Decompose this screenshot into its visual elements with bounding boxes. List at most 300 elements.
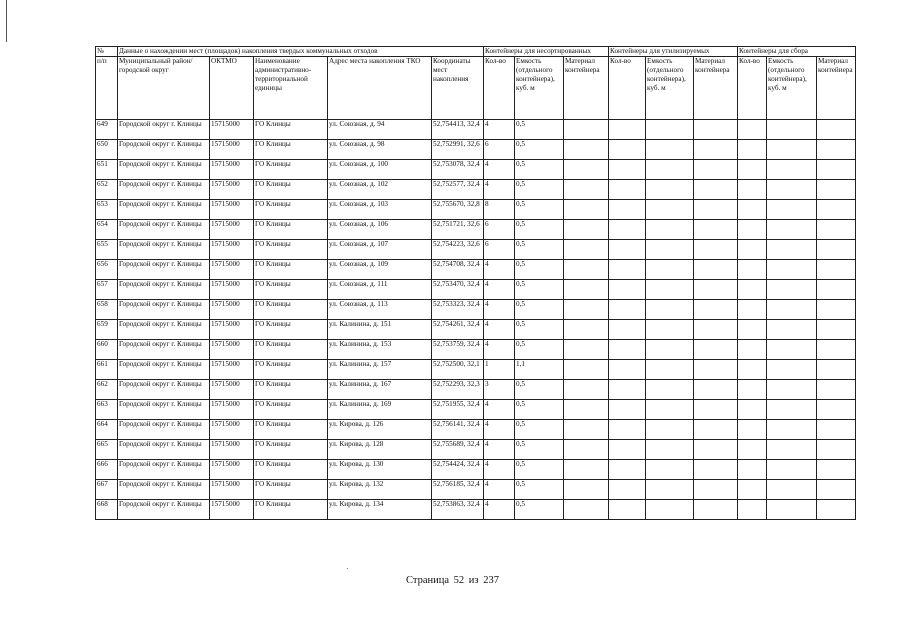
cell-recycle-count (609, 160, 646, 180)
cell-recycle-capacity (646, 340, 694, 360)
cell-address: ул. Союзная, д. 109 (328, 260, 432, 280)
cell-collect-material (817, 180, 856, 200)
cell-collect-capacity (767, 320, 817, 340)
cell-num: 666 (96, 460, 118, 480)
cell-recycle-capacity (646, 300, 694, 320)
cell-collect-capacity (767, 440, 817, 460)
cell-num: 649 (96, 120, 118, 140)
cell-collect-capacity (767, 260, 817, 280)
cell-address: ул. Союзная, д. 94 (328, 120, 432, 140)
cell-recycle-count (609, 240, 646, 260)
cell-unsorted-material (564, 480, 609, 500)
page-number: 52 (453, 575, 465, 586)
cell-municipal: Городской округ г. Клинцы (118, 280, 210, 300)
cell-recycle-material (694, 300, 738, 320)
cell-collect-capacity (767, 360, 817, 380)
cell-recycle-material (694, 120, 738, 140)
cell-unsorted-material (564, 260, 609, 280)
cell-unsorted-count: 4 (484, 180, 515, 200)
cell-address: ул. Союзная, д. 106 (328, 220, 432, 240)
cell-num: 659 (96, 320, 118, 340)
cell-unit: ГО Клинцы (254, 300, 328, 320)
cell-num: 653 (96, 200, 118, 220)
cell-collect-material (817, 160, 856, 180)
cell-recycle-count (609, 200, 646, 220)
cell-recycle-capacity (646, 500, 694, 520)
cell-num: 665 (96, 440, 118, 460)
cell-unit: ГО Клинцы (254, 400, 328, 420)
cell-oktmo: 15715000 (210, 440, 254, 460)
cell-oktmo: 15715000 (210, 240, 254, 260)
cell-recycle-material (694, 200, 738, 220)
cell-recycle-count (609, 440, 646, 460)
cell-unsorted-capacity: 0,5 (515, 400, 564, 420)
cell-unit: ГО Клинцы (254, 380, 328, 400)
page-word: Страница (406, 575, 450, 586)
cell-oktmo: 15715000 (210, 360, 254, 380)
cell-municipal: Городской округ г. Клинцы (118, 300, 210, 320)
cell-address: ул. Калинина, д. 167 (328, 380, 432, 400)
cell-address: ул. Союзная, д. 103 (328, 200, 432, 220)
cell-collect-count (738, 120, 767, 140)
cell-municipal: Городской округ г. Клинцы (118, 400, 210, 420)
cell-unsorted-count: 6 (484, 240, 515, 260)
cell-unsorted-capacity: 0,5 (515, 460, 564, 480)
cell-unsorted-count: 6 (484, 220, 515, 240)
cell-recycle-count (609, 340, 646, 360)
cell-municipal: Городской округ г. Клинцы (118, 320, 210, 340)
cell-unit: ГО Клинцы (254, 220, 328, 240)
cell-collect-material (817, 320, 856, 340)
cell-recycle-count (609, 420, 646, 440)
cell-collect-capacity (767, 480, 817, 500)
cell-oktmo: 15715000 (210, 180, 254, 200)
cell-collect-count (738, 280, 767, 300)
cell-num: 658 (96, 300, 118, 320)
cell-collect-capacity (767, 380, 817, 400)
cell-coords: 52,754708, 32,4 (432, 260, 484, 280)
cell-unit: ГО Клинцы (254, 500, 328, 520)
cell-unsorted-count: 4 (484, 420, 515, 440)
cell-recycle-material (694, 360, 738, 380)
cell-recycle-capacity (646, 240, 694, 260)
cell-unsorted-capacity: 0,5 (515, 440, 564, 460)
cell-coords: 52,754261, 32,4 (432, 320, 484, 340)
cell-recycle-count (609, 500, 646, 520)
cell-recycle-capacity (646, 380, 694, 400)
page-footer (0, 575, 905, 586)
cell-num: 657 (96, 280, 118, 300)
cell-oktmo: 15715000 (210, 200, 254, 220)
cell-collect-material (817, 420, 856, 440)
cell-municipal: Городской округ г. Клинцы (118, 240, 210, 260)
cell-unsorted-count: 4 (484, 120, 515, 140)
cell-unit: ГО Клинцы (254, 280, 328, 300)
cell-municipal: Городской округ г. Клинцы (118, 220, 210, 240)
cell-unsorted-capacity: 0,5 (515, 420, 564, 440)
cell-unsorted-material (564, 140, 609, 160)
cell-unit: ГО Клинцы (254, 340, 328, 360)
cell-collect-count (738, 380, 767, 400)
cell-oktmo: 15715000 (210, 400, 254, 420)
table-row (96, 360, 856, 380)
cell-collect-material (817, 220, 856, 240)
cell-collect-count (738, 360, 767, 380)
cell-num: 652 (96, 180, 118, 200)
cell-unsorted-count: 6 (484, 140, 515, 160)
cell-oktmo: 15715000 (210, 140, 254, 160)
cell-collect-material (817, 260, 856, 280)
cell-address: ул. Союзная, д. 102 (328, 180, 432, 200)
cell-unit: ГО Клинцы (254, 320, 328, 340)
cell-num: 664 (96, 420, 118, 440)
scan-edge-mark (6, 0, 7, 42)
cell-collect-capacity (767, 400, 817, 420)
cell-collect-material (817, 400, 856, 420)
cell-coords: 52,754424, 32,4 (432, 460, 484, 480)
cell-collect-capacity (767, 460, 817, 480)
table-row (96, 120, 856, 140)
cell-recycle-capacity (646, 260, 694, 280)
cell-unsorted-material (564, 280, 609, 300)
header-recycle-material: Материал контейнера (694, 57, 738, 120)
cell-unsorted-material (564, 400, 609, 420)
cell-unsorted-material (564, 320, 609, 340)
header-collect-capacity: Емкость (отдельного контейнера), куб. м (767, 57, 817, 120)
page-total: 237 (483, 575, 499, 586)
cell-unsorted-count: 1 (484, 360, 515, 380)
cell-unsorted-material (564, 460, 609, 480)
cell-collect-count (738, 200, 767, 220)
cell-collect-material (817, 300, 856, 320)
cell-address: ул. Союзная, д. 111 (328, 280, 432, 300)
cell-coords: 52,752577, 32,4 (432, 180, 484, 200)
cell-recycle-capacity (646, 180, 694, 200)
cell-unsorted-capacity: 0,5 (515, 500, 564, 520)
cell-coords: 52,753863, 32,4 (432, 500, 484, 520)
table-row (96, 260, 856, 280)
cell-oktmo: 15715000 (210, 340, 254, 360)
table-row (96, 440, 856, 460)
table-row (96, 400, 856, 420)
cell-coords: 52,753759, 32,4 (432, 340, 484, 360)
cell-coords: 52,755689, 32,4 (432, 440, 484, 460)
cell-unsorted-count: 4 (484, 260, 515, 280)
cell-collect-material (817, 480, 856, 500)
cell-coords: 52,756141, 32,4 (432, 420, 484, 440)
table-row (96, 300, 856, 320)
cell-collect-material (817, 500, 856, 520)
cell-num: 667 (96, 480, 118, 500)
cell-recycle-capacity (646, 160, 694, 180)
cell-unsorted-material (564, 200, 609, 220)
cell-address: ул. Союзная, д. 98 (328, 140, 432, 160)
cell-coords: 52,753078, 32,4 (432, 160, 484, 180)
cell-oktmo: 15715000 (210, 420, 254, 440)
cell-municipal: Городской округ г. Клинцы (118, 140, 210, 160)
header-num: п/п (96, 57, 118, 120)
cell-address: ул. Кирова, д. 126 (328, 420, 432, 440)
table-header (96, 47, 856, 120)
cell-collect-capacity (767, 220, 817, 240)
cell-collect-material (817, 380, 856, 400)
cell-recycle-count (609, 300, 646, 320)
cell-num: 654 (96, 220, 118, 240)
document-sheet (95, 46, 856, 520)
cell-recycle-count (609, 380, 646, 400)
waste-sites-table (95, 46, 856, 520)
header-recycle-capacity: Емкость (отдельного контейнера), куб. м (646, 57, 694, 120)
cell-recycle-material (694, 280, 738, 300)
cell-unsorted-capacity: 1,1 (515, 360, 564, 380)
cell-unsorted-capacity: 0,5 (515, 280, 564, 300)
cell-recycle-capacity (646, 440, 694, 460)
cell-collect-count (738, 240, 767, 260)
header-unsorted-count: Кол-во (484, 57, 515, 120)
cell-unsorted-capacity: 0,5 (515, 300, 564, 320)
cell-unsorted-material (564, 340, 609, 360)
cell-recycle-count (609, 360, 646, 380)
cell-recycle-material (694, 440, 738, 460)
cell-collect-capacity (767, 160, 817, 180)
cell-municipal: Городской округ г. Клинцы (118, 500, 210, 520)
cell-unsorted-material (564, 120, 609, 140)
cell-recycle-material (694, 400, 738, 420)
cell-oktmo: 15715000 (210, 500, 254, 520)
header-collect-count: Кол-во (738, 57, 767, 120)
cell-recycle-capacity (646, 460, 694, 480)
cell-unit: ГО Клинцы (254, 120, 328, 140)
table-body (96, 120, 856, 520)
cell-municipal: Городской округ г. Клинцы (118, 480, 210, 500)
cell-address: ул. Калинина, д. 151 (328, 320, 432, 340)
cell-address: ул. Калинина, д. 169 (328, 400, 432, 420)
cell-unsorted-count: 4 (484, 340, 515, 360)
cell-unit: ГО Клинцы (254, 420, 328, 440)
cell-unsorted-count: 4 (484, 400, 515, 420)
cell-recycle-capacity (646, 480, 694, 500)
cell-unsorted-count: 4 (484, 300, 515, 320)
cell-recycle-material (694, 160, 738, 180)
header-unsorted-material: Материал контейнера (564, 57, 609, 120)
cell-municipal: Городской округ г. Клинцы (118, 260, 210, 280)
cell-municipal: Городской округ г. Клинцы (118, 380, 210, 400)
cell-unsorted-capacity: 0,5 (515, 120, 564, 140)
scan-speck (347, 568, 348, 569)
cell-unsorted-count: 3 (484, 380, 515, 400)
cell-unit: ГО Клинцы (254, 240, 328, 260)
cell-recycle-material (694, 220, 738, 240)
table-row (96, 340, 856, 360)
cell-coords: 52,754413, 32,4 (432, 120, 484, 140)
cell-unsorted-count: 4 (484, 160, 515, 180)
header-num-symbol: № (96, 47, 118, 57)
cell-unsorted-material (564, 300, 609, 320)
cell-coords: 52,755670, 32,8 (432, 200, 484, 220)
table-row (96, 380, 856, 400)
header-collect-group: Контейнеры для сбора (738, 47, 856, 57)
cell-oktmo: 15715000 (210, 260, 254, 280)
cell-unsorted-capacity: 0,5 (515, 200, 564, 220)
cell-num: 650 (96, 140, 118, 160)
cell-recycle-count (609, 140, 646, 160)
cell-unsorted-count: 4 (484, 460, 515, 480)
cell-recycle-material (694, 140, 738, 160)
cell-recycle-count (609, 220, 646, 240)
cell-oktmo: 15715000 (210, 160, 254, 180)
cell-municipal: Городской округ г. Клинцы (118, 160, 210, 180)
cell-address: ул. Союзная, д. 107 (328, 240, 432, 260)
cell-unit: ГО Клинцы (254, 160, 328, 180)
cell-recycle-count (609, 400, 646, 420)
cell-recycle-material (694, 260, 738, 280)
cell-unsorted-count: 4 (484, 480, 515, 500)
cell-num: 660 (96, 340, 118, 360)
cell-recycle-material (694, 380, 738, 400)
cell-collect-capacity (767, 300, 817, 320)
cell-unsorted-material (564, 500, 609, 520)
cell-unsorted-material (564, 240, 609, 260)
cell-collect-count (738, 340, 767, 360)
cell-unsorted-capacity: 0,5 (515, 180, 564, 200)
cell-collect-capacity (767, 180, 817, 200)
cell-oktmo: 15715000 (210, 480, 254, 500)
cell-recycle-capacity (646, 140, 694, 160)
cell-collect-capacity (767, 340, 817, 360)
cell-municipal: Городской округ г. Клинцы (118, 440, 210, 460)
cell-collect-material (817, 120, 856, 140)
cell-num: 655 (96, 240, 118, 260)
cell-unsorted-capacity: 0,5 (515, 480, 564, 500)
cell-collect-capacity (767, 120, 817, 140)
table-row (96, 200, 856, 220)
cell-unit: ГО Клинцы (254, 140, 328, 160)
cell-oktmo: 15715000 (210, 280, 254, 300)
cell-address: ул. Союзная, д. 100 (328, 160, 432, 180)
table-row (96, 140, 856, 160)
cell-recycle-count (609, 260, 646, 280)
cell-recycle-count (609, 120, 646, 140)
cell-recycle-count (609, 460, 646, 480)
header-municipal: Муниципальный район/городской округ (118, 57, 210, 120)
cell-unsorted-capacity: 0,5 (515, 240, 564, 260)
cell-unsorted-count: 4 (484, 500, 515, 520)
cell-municipal: Городской округ г. Клинцы (118, 120, 210, 140)
header-coords: Координаты мест накопления (432, 57, 484, 120)
table-row (96, 320, 856, 340)
header-oktmo: ОКТМО (210, 57, 254, 120)
cell-collect-count (738, 180, 767, 200)
cell-collect-material (817, 460, 856, 480)
cell-collect-capacity (767, 240, 817, 260)
cell-collect-count (738, 400, 767, 420)
cell-oktmo: 15715000 (210, 320, 254, 340)
cell-unsorted-material (564, 220, 609, 240)
cell-recycle-capacity (646, 120, 694, 140)
header-unsorted-capacity: Емкость (отдельного контейнера), куб. м (515, 57, 564, 120)
cell-unsorted-capacity: 0,5 (515, 160, 564, 180)
cell-collect-count (738, 440, 767, 460)
header-unit-name: Наименование административно-территориальной единицы (254, 57, 328, 120)
cell-unit: ГО Клинцы (254, 260, 328, 280)
cell-collect-capacity (767, 500, 817, 520)
table-row (96, 420, 856, 440)
cell-coords: 52,751955, 32,4 (432, 400, 484, 420)
cell-unsorted-material (564, 180, 609, 200)
cell-unsorted-material (564, 360, 609, 380)
cell-oktmo: 15715000 (210, 460, 254, 480)
table-row (96, 180, 856, 200)
cell-unsorted-count: 4 (484, 320, 515, 340)
cell-address: ул. Союзная, д. 113 (328, 300, 432, 320)
cell-collect-material (817, 280, 856, 300)
cell-address: ул. Кирова, д. 134 (328, 500, 432, 520)
cell-unsorted-material (564, 380, 609, 400)
cell-collect-capacity (767, 140, 817, 160)
cell-collect-count (738, 420, 767, 440)
cell-municipal: Городской округ г. Клинцы (118, 420, 210, 440)
cell-unsorted-count: 4 (484, 440, 515, 460)
cell-unit: ГО Клинцы (254, 460, 328, 480)
cell-collect-count (738, 500, 767, 520)
cell-recycle-capacity (646, 220, 694, 240)
header-collect-material: Материал контейнера (817, 57, 856, 120)
cell-num: 668 (96, 500, 118, 520)
cell-collect-material (817, 360, 856, 380)
cell-num: 662 (96, 380, 118, 400)
cell-unit: ГО Клинцы (254, 180, 328, 200)
page-of-word: из (468, 575, 479, 586)
cell-recycle-material (694, 500, 738, 520)
cell-recycle-material (694, 240, 738, 260)
cell-recycle-material (694, 480, 738, 500)
cell-collect-count (738, 160, 767, 180)
cell-unsorted-capacity: 0,5 (515, 140, 564, 160)
cell-municipal: Городской округ г. Клинцы (118, 360, 210, 380)
cell-coords: 52,754223, 32,6 (432, 240, 484, 260)
cell-collect-capacity (767, 420, 817, 440)
cell-num: 661 (96, 360, 118, 380)
header-recycle-group: Контейнеры для утилизируемых (609, 47, 738, 57)
table-row (96, 500, 856, 520)
cell-coords: 52,751721, 32,6 (432, 220, 484, 240)
cell-collect-material (817, 340, 856, 360)
cell-num: 656 (96, 260, 118, 280)
cell-address: ул. Калинина, д. 157 (328, 360, 432, 380)
cell-num: 663 (96, 400, 118, 420)
cell-unsorted-count: 4 (484, 280, 515, 300)
cell-recycle-capacity (646, 400, 694, 420)
cell-unsorted-material (564, 420, 609, 440)
table-row (96, 220, 856, 240)
cell-unsorted-capacity: 0,5 (515, 220, 564, 240)
cell-collect-material (817, 440, 856, 460)
cell-coords: 52,752991, 32,6 (432, 140, 484, 160)
cell-recycle-capacity (646, 320, 694, 340)
table-row (96, 280, 856, 300)
cell-unit: ГО Клинцы (254, 360, 328, 380)
cell-collect-count (738, 300, 767, 320)
cell-collect-material (817, 140, 856, 160)
cell-recycle-material (694, 420, 738, 440)
cell-collect-count (738, 220, 767, 240)
cell-coords: 52,752500, 32,1 (432, 360, 484, 380)
cell-recycle-material (694, 320, 738, 340)
cell-unsorted-capacity: 0,5 (515, 340, 564, 360)
cell-address: ул. Кирова, д. 132 (328, 480, 432, 500)
cell-oktmo: 15715000 (210, 120, 254, 140)
cell-recycle-material (694, 180, 738, 200)
